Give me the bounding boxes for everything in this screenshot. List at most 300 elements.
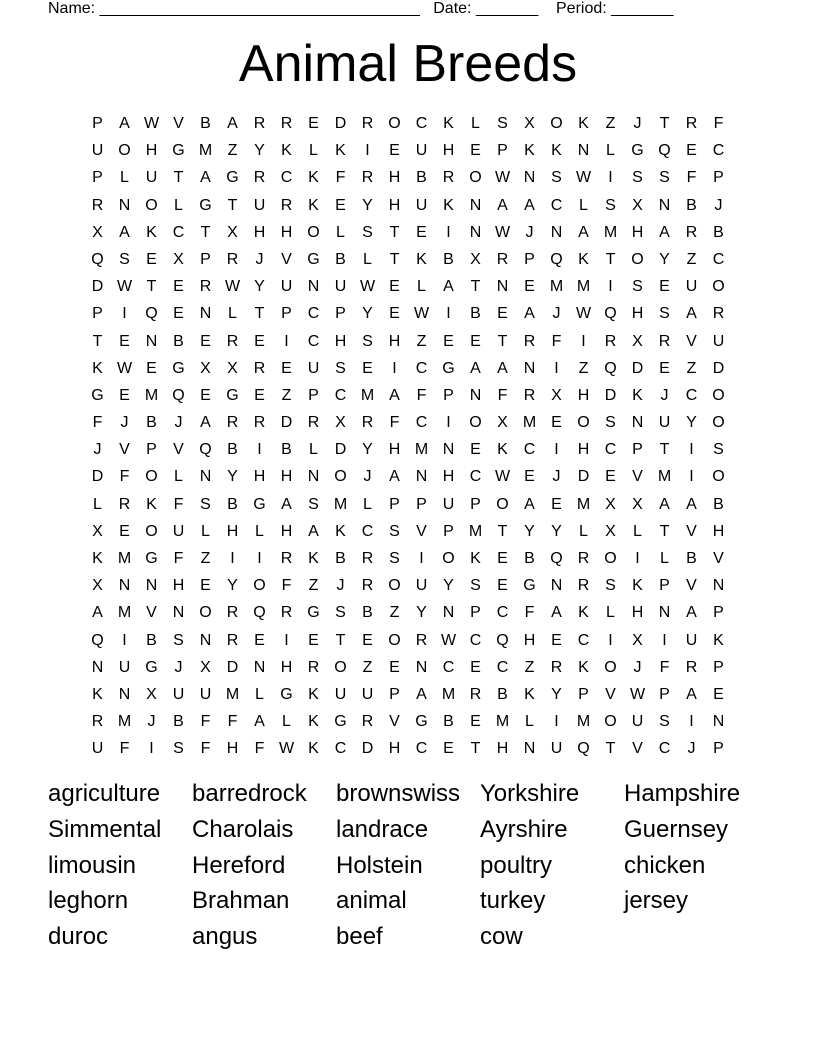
grid-letter: E (254, 332, 265, 350)
grid-letter: S (551, 169, 562, 187)
grid-letter: D (91, 278, 104, 296)
grid-letter: H (712, 522, 725, 540)
grid-letter: S (605, 196, 616, 214)
grid-letter: B (686, 550, 697, 567)
grid-letter: K (335, 142, 346, 160)
grid-letter: F (659, 658, 670, 676)
grid-letter: R (199, 278, 212, 296)
grid-letter: M (603, 223, 618, 241)
grid-letter: I (284, 631, 289, 649)
grid-letter: O (604, 658, 617, 676)
grid-letter: A (389, 468, 400, 486)
grid-letter: R (469, 685, 482, 703)
grid-letter: K (497, 441, 508, 459)
grid-letter: E (119, 386, 130, 404)
grid-letter: M (495, 713, 510, 731)
grid-letter: J (552, 305, 561, 323)
grid-letter: R (604, 332, 617, 350)
grid-letter: L (363, 495, 372, 513)
grid-letter: W (116, 278, 133, 296)
grid-letter: L (309, 441, 318, 459)
grid-letter: H (523, 631, 536, 649)
grid-letter: F (227, 713, 238, 731)
grid-letter: I (662, 631, 667, 649)
grid-letter: X (551, 386, 562, 404)
grid-letter: C (469, 631, 482, 649)
grid-letter: T (227, 196, 238, 214)
grid-letter: N (307, 468, 320, 486)
grid-letter: Q (91, 631, 104, 649)
grid-letter: E (470, 658, 481, 676)
grid-letter: H (442, 142, 455, 160)
grid-letter: J (363, 468, 372, 486)
grid-letter: F (173, 495, 184, 513)
grid-letter: K (713, 631, 724, 649)
grid-letter: R (280, 196, 293, 214)
grid-letter: A (200, 169, 211, 187)
grid-letter: O (388, 577, 401, 595)
word-bank-item: barredrock (192, 780, 307, 807)
grid-letter: L (525, 713, 534, 731)
grid-letter: R (307, 658, 320, 676)
grid-letter: I (230, 550, 235, 567)
grid-letter: V (686, 577, 697, 595)
grid-letter: M (549, 278, 564, 296)
word-bank-item: limousin (48, 851, 137, 879)
grid-letter: L (201, 522, 210, 540)
grid-letter: M (117, 604, 132, 622)
grid-letter: N (199, 468, 212, 486)
grid-letter: H (280, 522, 293, 540)
grid-letter: P (713, 740, 724, 758)
grid-letter: J (174, 658, 183, 676)
grid-letter: S (335, 359, 346, 377)
grid-letter: D (334, 115, 347, 132)
grid-letter: K (416, 250, 427, 268)
grid-letter: X (605, 522, 616, 540)
grid-letter: K (308, 169, 319, 187)
grid-letter: I (284, 332, 289, 350)
grid-letter: R (226, 604, 239, 622)
grid-letter: D (361, 740, 374, 758)
grid-letter: J (633, 115, 642, 132)
grid-letter: Z (524, 658, 535, 676)
grid-letter: E (659, 359, 670, 377)
grid-letter: L (174, 196, 183, 214)
grid-letter: Y (416, 604, 427, 622)
grid-letter: W (494, 468, 511, 486)
grid-letter: K (443, 196, 454, 214)
grid-letter: R (415, 631, 428, 649)
grid-letter: P (443, 522, 454, 540)
grid-letter: T (470, 278, 481, 296)
grid-letter: L (606, 604, 615, 622)
grid-letter: T (659, 522, 670, 540)
grid-letter: C (415, 414, 428, 432)
grid-letter: I (554, 359, 559, 377)
grid-letter: E (416, 223, 427, 241)
grid-letter: I (554, 441, 559, 459)
word-bank-item: leghorn (48, 887, 129, 915)
grid-letter: U (172, 522, 185, 540)
grid-letter: A (200, 414, 211, 432)
grid-letter: H (388, 169, 401, 187)
grid-letter: B (416, 169, 427, 187)
grid-letter: C (442, 658, 455, 676)
grid-letter: N (442, 441, 455, 459)
grid-letter: N (118, 685, 131, 703)
grid-letter: X (92, 223, 103, 241)
grid-letter: R (523, 332, 536, 350)
grid-letter: L (579, 522, 588, 540)
grid-letter: P (470, 604, 481, 622)
word-bank-item: cow (480, 923, 523, 951)
grid-letter: A (227, 115, 238, 132)
grid-letter: Z (416, 332, 427, 350)
grid-letter: M (441, 685, 456, 703)
grid-letter: U (118, 658, 131, 676)
grid-letter: N (415, 468, 428, 486)
grid-letter: C (604, 441, 617, 459)
grid-letter: H (145, 142, 158, 160)
grid-letter: U (361, 685, 374, 703)
grid-letter: E (497, 550, 508, 567)
grid-letter: B (227, 495, 238, 513)
grid-letter: Z (200, 550, 211, 567)
grid-letter: C (658, 740, 671, 758)
grid-letter: S (605, 577, 616, 595)
grid-letter: B (470, 305, 481, 323)
grid-letter: K (632, 577, 643, 595)
grid-letter: P (713, 169, 724, 187)
word-bank-item: Guernsey (624, 815, 729, 843)
grid-letter: B (335, 250, 346, 268)
grid-letter: N (523, 359, 536, 377)
grid-letter: U (145, 169, 158, 187)
grid-letter: E (470, 332, 481, 350)
grid-letter: R (253, 169, 266, 187)
grid-letter: I (419, 550, 424, 567)
grid-letter: G (172, 359, 185, 377)
grid-letter: O (442, 550, 455, 567)
grid-letter: R (685, 658, 698, 676)
grid-letter: D (91, 468, 104, 486)
grid-letter: R (253, 414, 266, 432)
grid-letter: M (468, 522, 483, 540)
grid-letter: F (686, 169, 697, 187)
grid-letter: Z (605, 115, 616, 132)
grid-letter: M (144, 386, 159, 404)
grid-letter: H (253, 223, 266, 241)
grid-letter: L (282, 713, 291, 731)
grid-letter: V (281, 250, 292, 268)
grid-letter: A (659, 495, 670, 513)
grid-letter: U (658, 414, 671, 432)
grid-letter: I (392, 359, 397, 377)
grid-letter: K (146, 495, 157, 513)
grid-letter: T (605, 740, 616, 758)
grid-letter: E (551, 631, 562, 649)
grid-letter: N (523, 740, 536, 758)
grid-letter: P (200, 250, 211, 268)
grid-letter: C (361, 522, 374, 540)
grid-letter: S (389, 522, 400, 540)
grid-letter: F (200, 713, 211, 731)
grid-letter: A (578, 223, 589, 241)
grid-letter: J (552, 468, 561, 486)
grid-letter: B (146, 414, 157, 432)
grid-letter: W (278, 740, 295, 758)
grid-letter: B (713, 223, 724, 241)
word-bank-item: Ayrshire (480, 815, 568, 843)
grid-letter: P (146, 441, 157, 459)
grid-letter: F (389, 414, 400, 432)
grid-letter: E (389, 278, 400, 296)
grid-letter: J (525, 223, 534, 241)
grid-letter: T (605, 250, 616, 268)
grid-letter: I (608, 631, 613, 649)
grid-letter: E (146, 250, 157, 268)
grid-letter: S (659, 713, 670, 731)
grid-letter: E (659, 278, 670, 296)
grid-letter: G (226, 169, 239, 187)
grid-letter: A (416, 685, 427, 703)
grid-letter: X (497, 414, 508, 432)
grid-letter: W (575, 169, 592, 187)
grid-letter: H (631, 604, 644, 622)
grid-letter: B (443, 250, 454, 268)
grid-letter: C (496, 604, 509, 622)
grid-letter: M (576, 495, 591, 513)
grid-letter: K (92, 685, 103, 703)
grid-letter: J (120, 414, 129, 432)
grid-letter: K (524, 142, 535, 160)
grid-letter: W (116, 359, 133, 377)
grid-letter: V (173, 115, 184, 132)
grid-letter: P (335, 305, 346, 323)
grid-letter: Z (686, 359, 697, 377)
grid-letter: Q (550, 250, 563, 268)
grid-letter: P (308, 386, 319, 404)
grid-letter: F (119, 740, 130, 758)
grid-letter: E (335, 196, 346, 214)
grid-letter: C (415, 115, 428, 132)
grid-letter: V (173, 441, 184, 459)
grid-letter: K (470, 550, 481, 567)
grid-letter: E (200, 332, 211, 350)
grid-letter: U (91, 740, 104, 758)
grid-letter: J (633, 658, 642, 676)
grid-letter: G (415, 713, 428, 731)
grid-letter: Q (91, 250, 104, 268)
grid-letter: T (146, 278, 157, 296)
grid-letter: B (443, 713, 454, 731)
grid-letter: B (146, 631, 157, 649)
grid-letter: S (497, 115, 508, 132)
grid-letter: Y (362, 441, 373, 459)
grid-letter: O (604, 713, 617, 731)
grid-letter: P (92, 169, 103, 187)
grid-letter: I (608, 169, 613, 187)
grid-letter: P (92, 305, 103, 323)
word-bank-item: chicken (624, 851, 706, 879)
word-search-grid (84, 114, 732, 767)
grid-letter: N (469, 196, 482, 214)
grid-letter: P (524, 250, 535, 268)
grid-letter: J (147, 713, 156, 731)
grid-letter: K (308, 740, 319, 758)
grid-letter: X (92, 577, 103, 595)
grid-letter: X (632, 631, 643, 649)
grid-letter: F (92, 414, 103, 432)
grid-letter: J (714, 196, 723, 214)
grid-letter: K (632, 386, 643, 404)
word-bank-item: poultry (480, 851, 553, 879)
grid-letter: I (554, 713, 559, 731)
grid-letter: C (550, 196, 563, 214)
grid-letter: P (578, 685, 589, 703)
grid-letter: G (523, 577, 536, 595)
grid-letter: A (686, 495, 697, 513)
grid-letter: Y (659, 250, 670, 268)
grid-letter: E (470, 441, 481, 459)
grid-letter: X (200, 658, 211, 676)
grid-letter: N (658, 196, 671, 214)
grid-letter: C (334, 740, 347, 758)
grid-letter: N (199, 631, 212, 649)
grid-letter: O (469, 169, 482, 187)
grid-letter: H (442, 468, 455, 486)
grid-letter: H (280, 223, 293, 241)
grid-letter: C (415, 740, 428, 758)
grid-letter: B (173, 332, 184, 350)
grid-letter: Q (145, 305, 158, 323)
grid-letter: N (172, 604, 185, 622)
grid-letter: U (415, 577, 428, 595)
grid-letter: Y (362, 305, 373, 323)
grid-letter: G (280, 685, 293, 703)
grid-letter: A (686, 305, 697, 323)
grid-letter: B (713, 495, 724, 513)
grid-letter: B (497, 685, 508, 703)
grid-letter: C (280, 169, 293, 187)
grid-letter: R (226, 631, 239, 649)
grid-letter: I (689, 441, 694, 459)
grid-letter: P (443, 386, 454, 404)
grid-letter: M (657, 468, 672, 486)
grid-letter: H (253, 468, 266, 486)
grid-letter: E (551, 414, 562, 432)
word-bank-item: landrace (336, 815, 429, 843)
grid-letter: A (389, 386, 400, 404)
grid-letter: X (173, 250, 184, 268)
grid-letter: K (443, 115, 454, 132)
grid-letter: C (334, 386, 347, 404)
grid-letter: Z (281, 386, 292, 404)
grid-letter: F (173, 550, 184, 567)
grid-letter: O (145, 196, 158, 214)
grid-letter: K (551, 142, 562, 160)
grid-letter: R (253, 115, 266, 132)
grid-letter: N (550, 577, 563, 595)
grid-letter: C (712, 250, 725, 268)
grid-letter: G (172, 142, 185, 160)
grid-letter: B (281, 441, 292, 459)
grid-letter: E (119, 522, 130, 540)
grid-letter: T (389, 223, 400, 241)
grid-letter: N (442, 604, 455, 622)
grid-letter: K (308, 196, 319, 214)
grid-letter: K (92, 550, 103, 567)
grid-letter: V (713, 550, 724, 567)
grid-letter: S (632, 278, 643, 296)
grid-letter: J (93, 441, 102, 459)
grid-letter: G (253, 495, 266, 513)
grid-letter: P (92, 115, 103, 132)
grid-letter: D (577, 468, 590, 486)
grid-letter: M (576, 713, 591, 731)
grid-letter: U (199, 685, 212, 703)
grid-letter: H (577, 386, 590, 404)
grid-letter: M (198, 142, 213, 160)
grid-letter: N (469, 223, 482, 241)
grid-letter: R (91, 196, 104, 214)
grid-letter: C (496, 658, 509, 676)
grid-letter: X (524, 115, 535, 132)
grid-letter: C (523, 441, 536, 459)
grid-letter: C (469, 468, 482, 486)
grid-letter: H (226, 740, 239, 758)
grid-letter: J (660, 386, 669, 404)
word-bank-item: Simmental (48, 815, 162, 843)
grid-letter: R (496, 250, 509, 268)
grid-letter: G (145, 658, 158, 676)
grid-letter: X (605, 495, 616, 513)
grid-letter: W (494, 223, 511, 241)
grid-letter: N (658, 604, 671, 622)
grid-letter: L (255, 522, 264, 540)
grid-letter: I (689, 468, 694, 486)
grid-letter: U (334, 685, 347, 703)
grid-letter: S (173, 740, 184, 758)
grid-letter: F (254, 740, 265, 758)
grid-letter: E (254, 386, 265, 404)
grid-letter: K (578, 115, 589, 132)
grid-letter: J (174, 414, 183, 432)
grid-letter: R (712, 305, 725, 323)
grid-letter: A (119, 115, 130, 132)
grid-letter: I (122, 305, 127, 323)
grid-letter: U (550, 740, 563, 758)
grid-letter: S (362, 223, 373, 241)
grid-letter: H (631, 223, 644, 241)
grid-letter: F (119, 468, 130, 486)
grid-letter: F (497, 386, 508, 404)
grid-letter: U (442, 495, 455, 513)
grid-letter: F (335, 169, 346, 187)
grid-letter: L (120, 169, 129, 187)
grid-letter: R (280, 604, 293, 622)
grid-letter: Y (551, 522, 562, 540)
grid-letter: A (686, 604, 697, 622)
grid-letter: R (280, 115, 293, 132)
grid-letter: H (388, 332, 401, 350)
grid-letter: E (362, 359, 373, 377)
grid-letter: V (632, 740, 643, 758)
grid-letter: F (281, 577, 292, 595)
grid-letter: Y (362, 196, 373, 214)
grid-letter: C (685, 386, 698, 404)
